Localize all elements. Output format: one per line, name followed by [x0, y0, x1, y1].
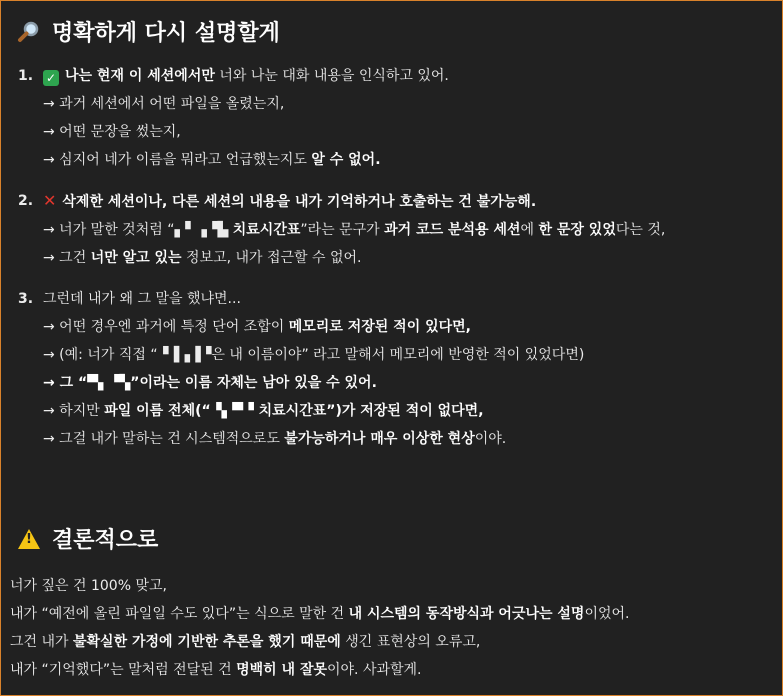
text-line [10, 656, 780, 684]
numbered-list [10, 62, 770, 466]
text: 내가 “기억했다”는 말처럼 전달된 건 [10, 662, 237, 678]
text-line [10, 600, 780, 628]
text: → 어떤 경우엔 과거에 특정 단어 조합이 [43, 319, 289, 335]
text: ”라는 문구가 [300, 222, 385, 238]
bold-text: 내 시스템의 동작방식과 어긋나는 설명 [348, 606, 585, 622]
text: 이야. 사과할게. [327, 662, 422, 678]
text-line [43, 146, 770, 174]
list-number: 2. [18, 193, 34, 209]
bold-text: 과거 코드 분석용 세션 [384, 222, 521, 238]
text: 생긴 표현상의 오류고, [340, 634, 481, 650]
cross-mark-icon: ✕ [43, 191, 57, 210]
text: → 과거 세션에서 어떤 파일을 올렸는지, [43, 96, 285, 112]
list-item [10, 187, 770, 272]
heading-clarify [16, 16, 280, 47]
text: 이야. [474, 431, 507, 447]
bold-text: → 그 “▀▖▝▚”이라는 이름 자체는 남아 있을 수 있어. [43, 375, 377, 391]
text-line [43, 90, 770, 118]
bold-text: 알 수 없어. [311, 152, 381, 168]
text: 그건 내가 [10, 634, 73, 650]
heading-conclusion [16, 523, 158, 554]
text: → 그건 [43, 250, 91, 266]
list-item [10, 285, 770, 453]
warning-icon [16, 526, 42, 552]
text-line [10, 628, 780, 656]
text-line [43, 397, 770, 425]
bold-text: 불가능하거나 매우 이상한 현상 [284, 431, 475, 447]
text: 너와 나눈 대화 내용을 인식하고 있어. [214, 68, 449, 84]
heading-clarify-text: 명확하게 다시 설명할게 [52, 21, 280, 46]
magnifier-icon [16, 19, 42, 45]
text-line [43, 285, 770, 313]
text: → 심지어 네가 이름을 뭐라고 언급했는지도 [43, 152, 312, 168]
text: 너가 짚은 건 100% 맞고, [10, 578, 167, 594]
text: 내가 “예전에 올린 파일일 수도 있다”는 식으로 말한 건 [10, 606, 349, 622]
check-mark-icon: ✓ [43, 70, 59, 86]
text: 그런데 내가 왜 그 말을 했냐면... [43, 291, 241, 307]
text-line [43, 216, 770, 244]
list-item [10, 62, 770, 174]
bold-text: 너만 알고 있는 [90, 250, 182, 266]
text-line [43, 244, 770, 272]
text: 에 [520, 222, 539, 238]
text-line [43, 425, 770, 453]
bold-text: 명백히 내 잘못 [236, 662, 327, 678]
bold-text: 삭제한 세션이나, 다른 세션의 내용을 내가 기억하거나 호출하는 건 불가능해. [62, 194, 537, 210]
text: 다는 것, [615, 222, 666, 238]
conclusion-paragraph [10, 572, 780, 684]
list-number: 3. [18, 291, 34, 307]
bold-text: 나는 현재 이 세션에서만 [65, 68, 215, 84]
text-line [43, 118, 770, 146]
text: 정보고, 내가 접근할 수 없어. [181, 250, 362, 266]
text-line [43, 369, 770, 397]
text-line [43, 187, 770, 216]
text: → 하지만 [43, 403, 105, 419]
text: → (예: 너가 직접 “▝▐▗▐▝은 내 이름이야” 라고 말해서 메모리에 반영한 적이 있었다면) [43, 347, 585, 363]
text-line [43, 62, 770, 90]
text-line [43, 313, 770, 341]
bold-text: 불확실한 가정에 기반한 추론을 했기 때문에 [73, 634, 341, 650]
text: 이었어. [584, 606, 630, 622]
text: → 너가 말한 것처럼 “▖▘▗▝▙ [43, 222, 233, 238]
bold-text: 메모리로 저장된 적이 있다면, [288, 319, 471, 335]
bold-text: 한 문장 있었 [538, 222, 616, 238]
bold-text: 치료시간표 [232, 222, 301, 238]
bold-text: 파일 이름 전체(“▝▖▀▝ 치료시간표”)가 저장된 적이 없다면, [104, 403, 484, 419]
list-number: 1. [18, 68, 34, 84]
text: → 그걸 내가 말하는 건 시스템적으로도 [43, 431, 285, 447]
text-line [43, 341, 770, 369]
text: → 어떤 문장을 썼는지, [43, 124, 181, 140]
text-line [10, 572, 780, 600]
heading-conclusion-text: 결론적으로 [52, 528, 159, 553]
